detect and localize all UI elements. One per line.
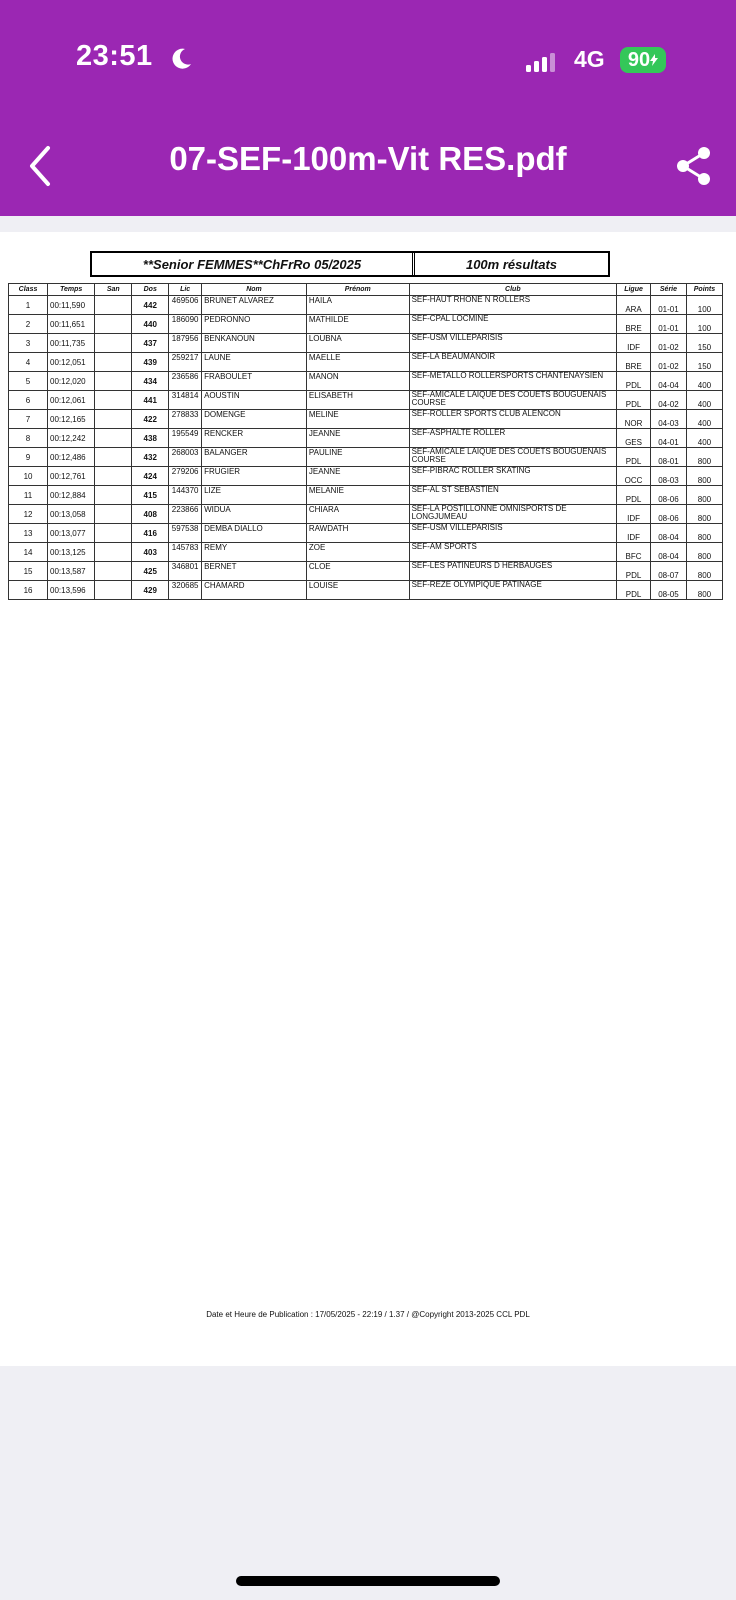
table-row [9, 524, 723, 543]
document-heading [90, 251, 610, 277]
cell-points: 800 [686, 448, 722, 467]
cell-serie: 08-03 [650, 467, 686, 486]
cell-ligue: NOR [617, 410, 651, 429]
cell-club: SEF-LA POSTILLONNE OMNISPORTS DE LONGJUMEAU [409, 505, 617, 524]
table-row [9, 486, 723, 505]
col-header-prenom: Prénom [306, 284, 409, 296]
cell-san [95, 467, 132, 486]
cell-club: SEF-HAUT RHONE N ROLLERS [409, 296, 617, 315]
cell-prenom: CLOE [306, 562, 409, 581]
cell-dos: 429 [132, 581, 169, 600]
cell-class: 3 [9, 334, 48, 353]
cell-serie: 01-02 [650, 353, 686, 372]
status-time: 23:51 [76, 40, 153, 72]
cell-club: SEF-CPAL LOCMINE [409, 315, 617, 334]
cell-points: 800 [686, 505, 722, 524]
table-row [9, 581, 723, 600]
col-header-serie: Série [650, 284, 686, 296]
cell-class: 2 [9, 315, 48, 334]
cell-serie: 08-05 [650, 581, 686, 600]
cell-ligue: PDL [617, 562, 651, 581]
cell-class: 8 [9, 429, 48, 448]
battery-icon [620, 47, 666, 73]
cell-class: 13 [9, 524, 48, 543]
cell-temps: 00:12,061 [48, 391, 95, 410]
cell-serie: 08-06 [650, 486, 686, 505]
cell-prenom: HAILA [306, 296, 409, 315]
cell-prenom: MELANIE [306, 486, 409, 505]
cell-serie: 08-06 [650, 505, 686, 524]
cell-san [95, 372, 132, 391]
cell-ligue: BFC [617, 543, 651, 562]
cell-dos: 442 [132, 296, 169, 315]
cell-lic: 236586 [169, 372, 202, 391]
table-row [9, 562, 723, 581]
cell-class: 4 [9, 353, 48, 372]
cell-prenom: LOUBNA [306, 334, 409, 353]
table-row [9, 410, 723, 429]
cell-lic: 259217 [169, 353, 202, 372]
cell-san [95, 429, 132, 448]
cell-temps: 00:12,165 [48, 410, 95, 429]
cell-serie: 08-07 [650, 562, 686, 581]
moon-icon [172, 48, 192, 70]
cell-lic: 469506 [169, 296, 202, 315]
cell-class: 12 [9, 505, 48, 524]
cell-serie: 04-04 [650, 372, 686, 391]
cell-san [95, 505, 132, 524]
cell-ligue: GES [617, 429, 651, 448]
cell-ligue: PDL [617, 581, 651, 600]
cell-san [95, 315, 132, 334]
cell-points: 800 [686, 486, 722, 505]
cell-lic: 144370 [169, 486, 202, 505]
share-button[interactable] [674, 146, 712, 186]
cell-club: SEF-AL ST SEBASTIEN [409, 486, 617, 505]
cell-dos: 441 [132, 391, 169, 410]
cell-dos: 437 [132, 334, 169, 353]
cell-temps: 00:11,651 [48, 315, 95, 334]
cell-class: 10 [9, 467, 48, 486]
cell-san [95, 543, 132, 562]
cell-points: 400 [686, 410, 722, 429]
cell-san [95, 391, 132, 410]
cell-nom: BENKANOUN [202, 334, 307, 353]
cell-class: 15 [9, 562, 48, 581]
cell-temps: 00:12,884 [48, 486, 95, 505]
cell-nom: REMY [202, 543, 307, 562]
cell-club: SEF-ASPHALTE ROLLER [409, 429, 617, 448]
cell-temps: 00:12,051 [48, 353, 95, 372]
cell-temps: 00:12,486 [48, 448, 95, 467]
cell-class: 5 [9, 372, 48, 391]
cell-points: 800 [686, 581, 722, 600]
cell-lic: 314814 [169, 391, 202, 410]
cell-ligue: PDL [617, 391, 651, 410]
cell-prenom: JEANNE [306, 467, 409, 486]
cell-prenom: LOUISE [306, 581, 409, 600]
cell-club: SEF-USM VILLEPARISIS [409, 334, 617, 353]
cell-prenom: RAWDATH [306, 524, 409, 543]
cell-prenom: MELINE [306, 410, 409, 429]
cell-nom: PEDRONNO [202, 315, 307, 334]
cell-san [95, 353, 132, 372]
cell-points: 400 [686, 429, 722, 448]
cell-temps: 00:13,058 [48, 505, 95, 524]
cell-lic: 597538 [169, 524, 202, 543]
table-row [9, 391, 723, 410]
cell-temps: 00:13,587 [48, 562, 95, 581]
table-row [9, 429, 723, 448]
cell-lic: 187956 [169, 334, 202, 353]
table-row [9, 296, 723, 315]
cell-temps: 00:13,077 [48, 524, 95, 543]
cell-club: SEF-METALLO ROLLERSPORTS CHANTENAYSIEN [409, 372, 617, 391]
cell-class: 1 [9, 296, 48, 315]
cell-serie: 04-03 [650, 410, 686, 429]
cell-prenom: MANON [306, 372, 409, 391]
cell-class: 16 [9, 581, 48, 600]
cell-club: SEF-AMICALE LAIQUE DES COUETS BOUGUENAIS COURSE [409, 391, 617, 410]
cell-nom: LAUNE [202, 353, 307, 372]
cell-san [95, 524, 132, 543]
cell-lic: 186090 [169, 315, 202, 334]
col-header-points: Points [686, 284, 722, 296]
cell-points: 800 [686, 562, 722, 581]
battery-level: 90 [627, 48, 651, 71]
cell-class: 11 [9, 486, 48, 505]
table-row [9, 505, 723, 524]
cell-points: 800 [686, 543, 722, 562]
cell-lic: 268003 [169, 448, 202, 467]
table-row [9, 543, 723, 562]
cell-serie: 08-01 [650, 448, 686, 467]
heading-event: 100m résultats [465, 256, 558, 272]
cell-lic: 278833 [169, 410, 202, 429]
cell-lic: 145783 [169, 543, 202, 562]
cell-san [95, 562, 132, 581]
cell-club: SEF-LA BEAUMANOIR [409, 353, 617, 372]
cell-points: 150 [686, 353, 722, 372]
col-header-san: San [95, 284, 132, 296]
col-header-club: Club [409, 284, 617, 296]
cell-club: SEF-AM SPORTS [409, 543, 617, 562]
cell-ligue: ARA [617, 296, 651, 315]
table-row [9, 353, 723, 372]
cell-points: 150 [686, 334, 722, 353]
cell-nom: BERNET [202, 562, 307, 581]
cell-nom: AOUSTIN [202, 391, 307, 410]
pdf-page[interactable] [0, 232, 736, 1366]
results-table [8, 283, 723, 600]
cell-lic: 320685 [169, 581, 202, 600]
cell-dos: 439 [132, 353, 169, 372]
table-row [9, 315, 723, 334]
cell-club: SEF-PIBRAC ROLLER SKATING [409, 467, 617, 486]
cell-serie: 01-01 [650, 296, 686, 315]
cell-points: 400 [686, 391, 722, 410]
document-title: 07-SEF-100m-Vit RES.pdf [169, 140, 567, 177]
home-indicator[interactable] [236, 1576, 500, 1586]
col-header-dos: Dos [132, 284, 169, 296]
cell-points: 400 [686, 372, 722, 391]
cell-san [95, 334, 132, 353]
cell-class: 6 [9, 391, 48, 410]
cell-nom: DOMENGE [202, 410, 307, 429]
cell-dos: 403 [132, 543, 169, 562]
col-header-ligue: Ligue [617, 284, 651, 296]
cell-class: 7 [9, 410, 48, 429]
cell-temps: 00:12,242 [48, 429, 95, 448]
cell-nom: BRUNET ALVAREZ [202, 296, 307, 315]
cell-club: SEF-LES PATINEURS D HERBAUGES [409, 562, 617, 581]
cell-prenom: MAELLE [306, 353, 409, 372]
cell-club: SEF-USM VILLEPARISIS [409, 524, 617, 543]
signal-icon [526, 52, 556, 72]
cell-temps: 00:12,020 [48, 372, 95, 391]
col-header-temps: Temps [48, 284, 95, 296]
table-row [9, 372, 723, 391]
cell-san [95, 296, 132, 315]
cell-temps: 00:12,761 [48, 467, 95, 486]
cell-nom: FRUGIER [202, 467, 307, 486]
cell-prenom: PAULINE [306, 448, 409, 467]
cell-serie: 04-01 [650, 429, 686, 448]
cell-lic: 346801 [169, 562, 202, 581]
cell-ligue: PDL [617, 448, 651, 467]
publication-footer: Date et Heure de Publication : 17/05/2025 - 22:19 / 1.37 / @Copyright 2013-2025 CCL PDL [206, 1310, 530, 1319]
cell-dos: 415 [132, 486, 169, 505]
cell-nom: RENCKER [202, 429, 307, 448]
cell-prenom: ZOE [306, 543, 409, 562]
cell-nom: BALANGER [202, 448, 307, 467]
cell-points: 100 [686, 315, 722, 334]
cell-ligue: PDL [617, 486, 651, 505]
cell-lic: 223866 [169, 505, 202, 524]
cell-ligue: OCC [617, 467, 651, 486]
cell-dos: 424 [132, 467, 169, 486]
heading-category: **Senior FEMMES**ChFrRo 05/2025 [92, 253, 415, 275]
cell-nom: FRABOULET [202, 372, 307, 391]
charging-bolt-icon [650, 54, 658, 66]
cell-lic: 279206 [169, 467, 202, 486]
cell-ligue: BRE [617, 353, 651, 372]
network-type: 4G [574, 46, 605, 72]
table-row [9, 448, 723, 467]
cell-nom: CHAMARD [202, 581, 307, 600]
back-button[interactable] [24, 144, 56, 188]
cell-ligue: IDF [617, 334, 651, 353]
cell-ligue: IDF [617, 505, 651, 524]
cell-points: 100 [686, 296, 722, 315]
cell-club: SEF-REZE OLYMPIQUE PATINAGE [409, 581, 617, 600]
table-header-row [9, 284, 723, 296]
cell-serie: 01-01 [650, 315, 686, 334]
cell-prenom: ELISABETH [306, 391, 409, 410]
cell-dos: 434 [132, 372, 169, 391]
col-header-class: Class [9, 284, 48, 296]
cell-ligue: BRE [617, 315, 651, 334]
cell-dos: 432 [132, 448, 169, 467]
cell-temps: 00:11,735 [48, 334, 95, 353]
cell-serie: 04-02 [650, 391, 686, 410]
col-header-lic: Lic [169, 284, 202, 296]
cell-points: 800 [686, 467, 722, 486]
cell-temps: 00:13,596 [48, 581, 95, 600]
cell-prenom: JEANNE [306, 429, 409, 448]
top-app-bar [0, 0, 736, 216]
cell-nom: WIDUA [202, 505, 307, 524]
cell-prenom: MATHILDE [306, 315, 409, 334]
cell-dos: 440 [132, 315, 169, 334]
col-header-nom: Nom [202, 284, 307, 296]
cell-san [95, 448, 132, 467]
cell-nom: DEMBA DIALLO [202, 524, 307, 543]
cell-lic: 195549 [169, 429, 202, 448]
table-row [9, 467, 723, 486]
cell-dos: 422 [132, 410, 169, 429]
cell-class: 14 [9, 543, 48, 562]
cell-serie: 08-04 [650, 524, 686, 543]
cell-points: 800 [686, 524, 722, 543]
cell-dos: 408 [132, 505, 169, 524]
results-body [9, 296, 723, 600]
cell-dos: 425 [132, 562, 169, 581]
cell-temps: 00:13,125 [48, 543, 95, 562]
cell-ligue: PDL [617, 372, 651, 391]
cell-class: 9 [9, 448, 48, 467]
table-row [9, 334, 723, 353]
cell-dos: 416 [132, 524, 169, 543]
cell-serie: 08-04 [650, 543, 686, 562]
cell-san [95, 581, 132, 600]
cell-temps: 00:11,590 [48, 296, 95, 315]
cell-serie: 01-02 [650, 334, 686, 353]
cell-club: SEF-AMICALE LAIQUE DES COUETS BOUGUENAIS COURSE [409, 448, 617, 467]
cell-dos: 438 [132, 429, 169, 448]
cell-prenom: CHIARA [306, 505, 409, 524]
cell-club: SEF-ROLLER SPORTS CLUB ALENCON [409, 410, 617, 429]
cell-nom: LIZE [202, 486, 307, 505]
cell-san [95, 410, 132, 429]
cell-san [95, 486, 132, 505]
cell-ligue: IDF [617, 524, 651, 543]
